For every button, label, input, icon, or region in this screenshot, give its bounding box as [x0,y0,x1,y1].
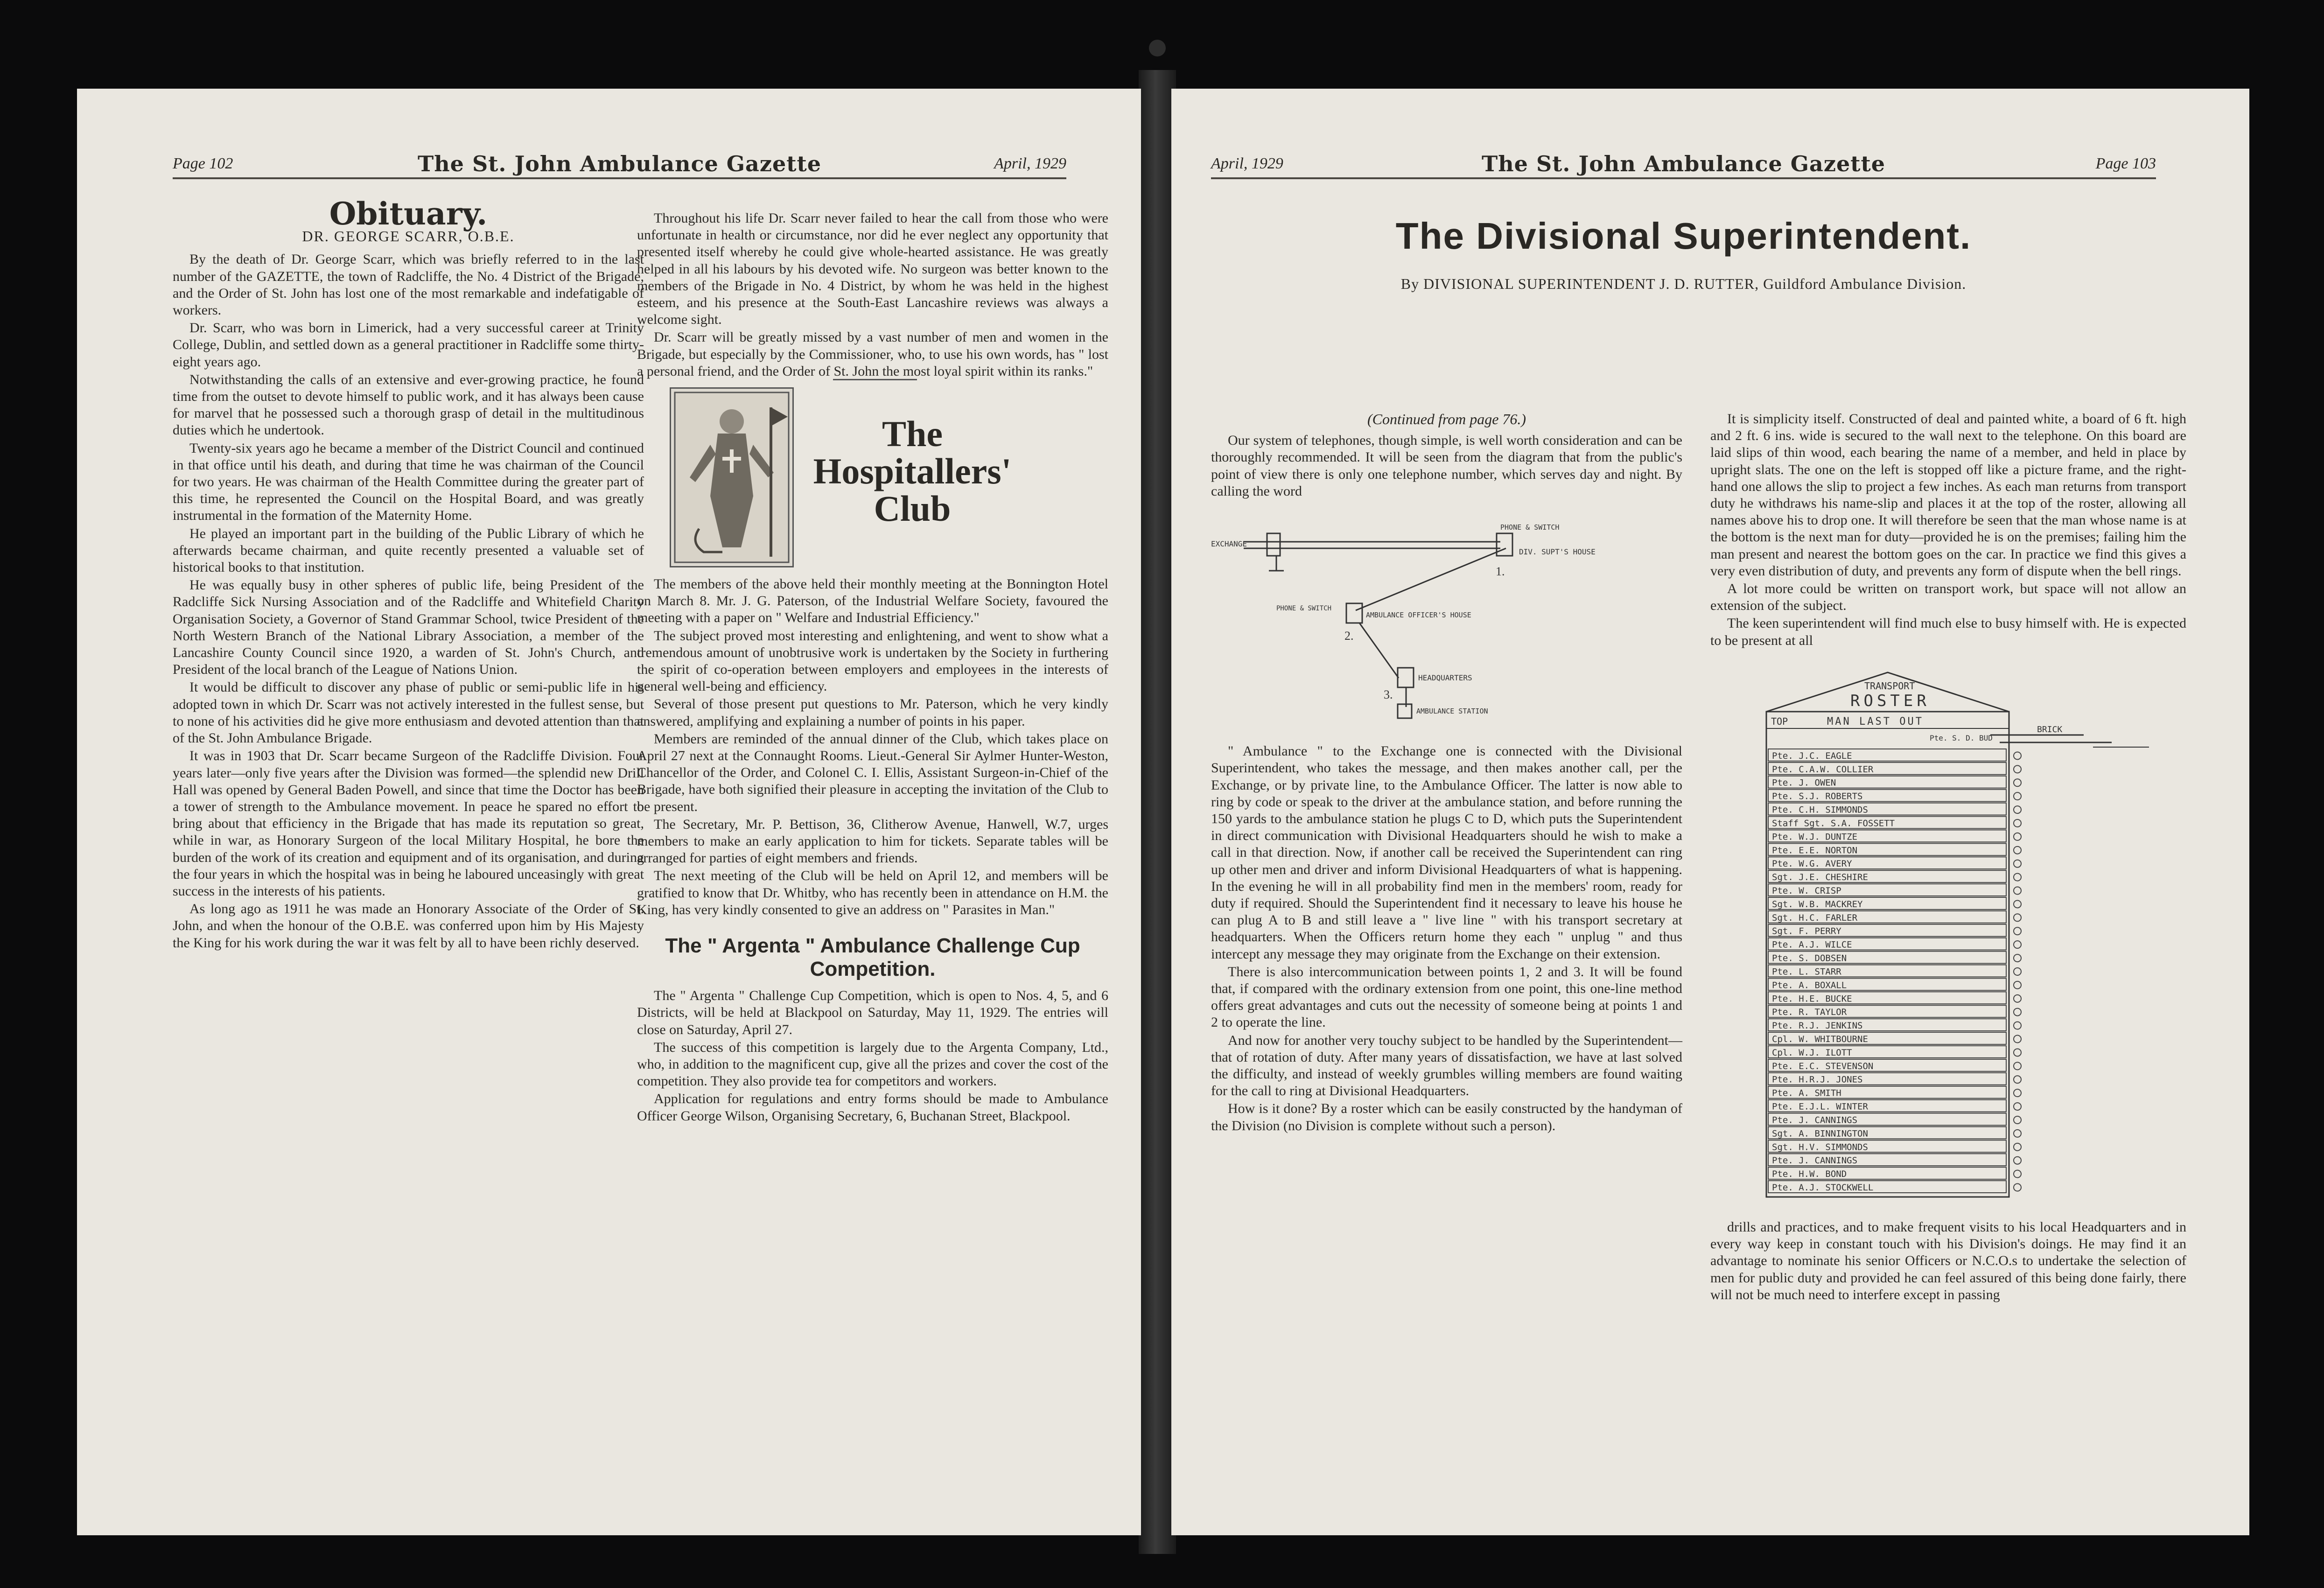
roster-name: Pte. C.H. SIMMONDS [1772,804,1868,815]
roster-peg [2014,1021,2021,1029]
article-intro [1211,432,1682,500]
roster-peg [2014,927,2021,935]
roster-name: Pte. L. STARR [1772,966,1841,977]
right-magazine-title: The St. John Ambulance Gazette [1481,151,1886,176]
roster-peg [2014,954,2021,962]
roster-title: ROSTER [1850,691,1930,710]
roster-name: Sgt. A. BINNINGTON [1772,1128,1868,1139]
binding-hole [1149,40,1166,56]
roster-peg [2014,819,2021,827]
roster-projecting-slip: Pte. S. D. BUD [1930,733,1993,742]
roster-name: Staff Sgt. S.A. FOSSETT [1772,818,1895,829]
diagram-phone-switch-left: PHONE & SWITCH [1276,605,1332,613]
continued-note: (Continued from page 76.) [1367,411,1526,427]
roster-brick-label: BRICK [2037,724,2063,735]
roster-name: Cpl. W. WHITBOURNE [1772,1034,1868,1044]
roster-name: Sgt. H.V. SIMMONDS [1772,1142,1868,1153]
paragraph: Dr. Scarr will be greatly missed by a vast number of men and women in the Brigade, but especially by the Commissioner, who, to use his own words, has " lost a personal friend, and the Order of St. John the most loyal spirit within its ranks." [637,329,1108,379]
article-column-1 [1211,411,1682,1135]
paragraph: Notwithstanding the calls of an extensive and ever-growing practice, he found time from the outset to devote himself to public work, and it has always been cause for marvel that he possessed such a thorough grasp of detail in the multitudinous duties which he undertook. [173,371,644,438]
paragraph: Application for regulations and entry forms should be made to Ambulance Officer George Wilson, Organising Secretary, 6, Buchanan Street, Blackpool. [637,1091,1108,1124]
roster-peg [2014,914,2021,921]
diagram-point-2: 2. [1344,629,1354,643]
roster-peg [2014,900,2021,908]
obituary-heading: Obituary. [329,196,488,232]
roster-name: Pte. A.J. STOCKWELL [1772,1182,1874,1193]
obituary-column [173,196,644,952]
right-page-number: Page 103 [2095,155,2156,172]
left-page [77,89,1141,1535]
paragraph: He was equally busy in other spheres of public life, being President of the Radcliffe Sick Nursing Association and of the Radcliffe and Whitefield Charity Organisation Society, a Governor of Stand Grammar School, twice President of the North Western Branch of the National Library Association, a member of the Lancashire County Council since 1920, a warden of St. John's Church, and President of the local branch of the League of Nations Union. [173,577,644,678]
paragraph: The subject proved most interesting and enlightening, and went to show what a tremendous amount of unobtrusive work is undertaken by the Society in furthering the spirit of co-operation between employers and employees in the interests of general well-being and efficiency. [637,628,1108,694]
left-page-number: Page 102 [173,155,233,172]
roster-peg [2014,792,2021,800]
right-page [1171,89,2249,1535]
roster-name: Sgt. H.C. FARLER [1772,912,1858,923]
roster-peg [2014,981,2021,989]
diagram-div-supt-label: DIV. SUPT'S HOUSE [1519,547,1596,557]
roster-peg [2014,887,2021,894]
roster-peg [2014,995,2021,1002]
roster-peg [2014,1116,2021,1124]
paragraph: It was in 1903 that Dr. Scarr became Surgeon of the Radcliffe Division. Four years later—only five years after the Division was formed—the splendid new Drill Hall was opened by General Baden Powell, and since that time the Doctor has been a tower of strength to the Ambulance movement. In peace he spared no effort to bring about that efficiency in the Brigade that has made its reputation so great, while in war, as Honorary Surgeon of the local Military Hospital, he bore the burden of the work of its creation and equipment and of its organisation, and during the four years in which the hospital was in being he laboured unceasingly with great success in the interests of his patients. [173,748,644,899]
roster-peg [2014,1049,2021,1056]
roster-peg [2014,1089,2021,1097]
paragraph: The next meeting of the Club will be held on April 12, and members will be gratified to know that Dr. Whitby, who has recently been in attendance on H.M. the King, has very kindly consented to give an address on " Parasites in Man." [637,868,1108,917]
roster-peg [2014,1008,2021,1016]
book-gutter [1139,70,1176,1554]
paragraph: drills and practices, and to make frequent visits to his local Headquarters and in every way keep in constant touch with his Division's doings. He may find it an advantage to nominate his senior Officers or N.C.O.s to undertake the selection of men for public duty and provided he can feel assured of this being done fairly, there will not be much need to interfere except in passing [1710,1219,2186,1302]
left-running-header [173,149,1066,179]
roster-name: Pte. E.E. NORTON [1772,845,1858,856]
paragraph: The keen superintendent will find much else to busy himself with. He is expected to be present at all [1710,616,2186,648]
roster-name: Cpl. W.J. ILOTT [1772,1047,1852,1058]
roster-peg [2014,1170,2021,1177]
article-body-1 [1211,743,1682,1134]
paragraph: Twenty-six years ago he became a member of the District Council and continued in that office until his death, and during that time he was chairman of the Council for two years. He was chairman of the Health Committee during the greater part of this time, he represented the Council on the Hospital Board, and was greatly instrumental in the formation of the Maternity Home. [173,440,644,524]
roster-name: Pte. H.E. BUCKE [1772,993,1852,1004]
article-body-3 [1710,1219,2186,1303]
diagram-point-1: 1. [1496,565,1505,579]
roster-peg [2014,1103,2021,1110]
diagram-station-label: AMBULANCE STATION [1416,707,1488,716]
article-column-2 [1710,411,2186,1304]
diagram-phone-switch-top: PHONE & SWITCH [1500,523,1560,532]
roster-peg [2014,752,2021,759]
roster-peg [2014,765,2021,773]
roster-name: Pte. A. BOXALL [1772,980,1847,991]
roster-peg [2014,1143,2021,1151]
roster-name: Pte. J.C. EAGLE [1772,750,1852,761]
obituary-subheading: DR. GEORGE SCARR, O.B.E. [302,228,515,245]
diagram-point-3: 3. [1384,688,1393,702]
paragraph: It would be difficult to discover any phase of public or semi-public life in his adopted town in which Dr. Scarr was not actively interested in the fullest sense, but to none of his activities did he give more enthusiasm and devoted attention than that of the St. John Ambulance Brigade. [173,679,644,746]
article-body-2 [1710,411,2186,649]
paragraph: He played an important part in the building of the Public Library of which he afterwards became chairman, and quite recently presented a valuable set of historical books to that institution. [173,525,644,575]
roster-name: Pte. J. OWEN [1772,777,1836,788]
left-issue-date: April, 1929 [994,155,1066,172]
roster-name: Pte. A.J. WILCE [1772,939,1852,950]
roster-name: Pte. S.J. ROBERTS [1772,791,1863,802]
roster-peg [2014,806,2021,813]
left-magazine-title: The St. John Ambulance Gazette [417,151,822,176]
paragraph: And now for another very touchy subject to be handled by the Superintendent—that of rotation of duty. After many years of dissatisfaction, we have at last solved the difficulty, and instead of weekly grumbles willing members are found waiting for the call to ring at Divisional Headquarters. [1211,1032,1682,1099]
roster-peg [2014,860,2021,867]
roster-name: Pte. W. CRISP [1772,885,1841,896]
obituary-body [173,251,644,951]
roster-name: Sgt. F. PERRY [1772,926,1841,937]
roster-name: Pte. H.W. BOND [1772,1168,1847,1179]
paragraph: By the death of Dr. George Scarr, which was briefly referred to in the last number of the GAZETTE, the town of Radcliffe, the No. 4 District of the Brigade, and the Order of St. John has lost one of the most remarkable and indefatigable of workers. [173,252,644,318]
left-second-column [637,210,1108,1126]
roster-man-last-out: MAN LAST OUT [1827,715,1924,728]
roster-name: Pte. W.J. DUNTZE [1772,832,1858,842]
paragraph: The Secretary, Mr. P. Bettison, 36, Clitherow Avenue, Hanwell, W.7, urges members to make an early application to him for tickets. Separate tables will be arranged for parties of eight members and friends. [637,816,1108,866]
roster-name: Pte. J. CANNINGS [1772,1115,1858,1126]
diagram-officer-label: AMBULANCE OFFICER'S HOUSE [1366,611,1471,620]
paragraph: Several of those present put questions to Mr. Paterson, which he very kindly answered, amplifying and explaining a number of points in his paper. [637,696,1108,729]
paragraph: Members are reminded of the annual dinner of the Club, which takes place on April 27 next at the Connaught Rooms. Lieut.-General Sir Aylmer Hunter-Weston, Chancellor of the Order, and Colonel C. I. Ellis, Assistant Surgeon-in-Chief of the Brigade, have both signified their pleasure in accepting the invitation of the Club to be present. [637,731,1108,814]
paragraph: How is it done? By a roster which can be easily constructed by the handyman of the Division (no Division is complete without such a person). [1211,1101,1682,1133]
paragraph: " Ambulance " to the Exchange one is connected with the Divisional Superintendent, who takes the message, and then makes another call, per the Exchange, or by private line, to the Ambulance Officer. The latter is now able to ring by code or speak to the driver at the ambulance station, and before running the 150 yards to the ambulance station he plugs C to D, which puts the Superintendent in direct communication with Divisional Headquarters should he wish to make a call in that direction. Now, if another call be received the Superintendent can ring up other men and driver and inform Divisional Headquarters of what is happening. In the evening he will in all probability find men in the members' room, ready for duty if required. Should the Superintendent find it necessary to leave his house he can plug A to B and still leave a " live line " with his transport secretary at headquarters. When the Officers return home they each " unplug " and thus intercept any message they may originate from the Exchange on their extension. [1211,743,1682,962]
article-title: The Divisional Superintendent. [1395,215,1972,257]
roster-slips [1768,749,2021,1193]
roster-name: Pte. A. SMITH [1772,1088,1841,1098]
paragraph: Throughout his life Dr. Scarr never failed to hear the call from those who were unfortunate in health or circumstance, nor did he ever neglect any opportunity that presented itself whereby he could give whole-hearted assistance. He was greatly helped in all his labours by his devoted wife. No surgeon was better known to the members of the Brigade in No. 4 District, by whom he was held in the highest esteem, and his presence at the South-East Lancashire reviews was always a welcome sight. [637,210,1108,328]
paragraph: There is also intercommunication between points 1, 2 and 3. It will be found that, if compared with the ordinary extension from one point, this one-line method offers great advantages and cuts out the necessity of someone being at points 1 and 2 to operate the line. [1211,964,1682,1030]
roster-name: Pte. H.R.J. JONES [1772,1074,1863,1085]
hospitallers-club-title: The Hospitallers' Club [813,413,1012,529]
right-issue-date: April, 1929 [1211,155,1283,172]
article-byline: By DIVISIONAL SUPERINTENDENT J. D. RUTTER, Guildford Ambulance Division. [1400,275,1967,292]
obituary-continued [637,210,1108,380]
paragraph: As long ago as 1911 he was made an Honorary Associate of the Order of St. John, and when the honour of the O.B.E. was conferred upon him by His Majesty the King for his work during the war it was felt by all to have been richly deserved. [173,901,644,951]
paragraph: Our system of telephones, though simple, is well worth consideration and can be thoroughly recommended. It will be seen from the diagram that from the public's point of view there is only one telephone number, which serves day and night. By calling the word [1211,433,1682,499]
roster-top-label: TOP [1771,715,1788,727]
roster-peg [2014,873,2021,881]
roster-name: Sgt. J.E. CHESHIRE [1772,872,1868,882]
roster-name: Sgt. W.B. MACKREY [1772,899,1863,909]
roster-transport-label: TRANSPORT [1864,680,1915,692]
roster-name: Pte. C.A.W. COLLIER [1772,764,1874,775]
roster-peg [2014,1183,2021,1191]
roster-peg [2014,941,2021,948]
paragraph: The success of this competition is largely due to the Argenta Company, Ltd., who, in addition to the magnificent cup, give all the prizes and cover the cost of the competition. They also provide tea for competitors and workers. [637,1039,1108,1089]
hospitallers-club-body [637,576,1108,918]
argenta-cup-body [637,987,1108,1125]
telephone-diagram [1211,519,1682,720]
roster-peg [2014,779,2021,786]
section-rule [833,379,917,380]
paragraph: Dr. Scarr, who was born in Limerick, had a very successful career at Trinity College, Dublin, and settled down as a general practitioner in Radcliffe some thirty-eight years ago. [173,320,644,370]
paragraph: The members of the above held their monthly meeting at the Bonnington Hotel on March 8. Mr. J. G. Paterson, of the Industrial Welfare Society, favoured the meeting with a paper on " Welfare and Industrial Efficiency." [637,576,1108,626]
paragraph: The " Argenta " Challenge Cup Competition, which is open to Nos. 4, 5, and 6 Districts, will be held at Blackpool on Saturday, May 11, 1929. The entries will close on Saturday, April 27. [637,988,1108,1037]
right-running-header [1211,149,2156,179]
knight-illustration [670,387,794,567]
roster-peg [2014,1076,2021,1083]
paragraph: It is simplicity itself. Constructed of deal and painted white, a board of 6 ft. high and 2 ft. 6 ins. wide is secured to the wall next to the telephone. On this board are laid slips of thin wood, each bearing the name of a member, and held in place by upright slats. The one on the left is stopped off like a picture frame, and the right-hand one allows the slip to project a few inches. As each man returns from transport duty he withdraws his name-slip and places it at the top of the roster, allowing all names above his to drop one. It will therefore be seen that the man whose name is at the bottom is the next man for duty—provided he is on the premises; failing him the man present and nearest the bottom goes on the car. In practice we find this gives a very even distribution of duty, and prevents any form of dispute when the bell rings. [1710,411,2186,579]
paragraph: A lot more could be written on transport work, but space will not allow an extension of the subject. [1710,581,2186,614]
roster-name: Pte. E.C. STEVENSON [1772,1061,1874,1071]
roster-peg [2014,1130,2021,1137]
roster-name: Pte. S. DOBSEN [1772,953,1847,964]
roster-name: Pte. R.J. JENKINS [1772,1020,1863,1031]
roster-name: Pte. E.J.L. WINTER [1772,1101,1868,1112]
roster-peg [2014,968,2021,975]
hospitallers-club-banner [637,383,1108,569]
diagram-exchange-label: EXCHANGE [1211,539,1247,549]
diagram-hq-label: HEADQUARTERS [1418,673,1472,683]
roster-name: Pte. J. CANNINGS [1772,1155,1858,1166]
roster-peg [2014,1062,2021,1070]
roster-name: Pte. R. TAYLOR [1772,1007,1847,1018]
transport-roster-drawing [1710,669,2186,1201]
roster-peg [2014,833,2021,840]
roster-peg [2014,1035,2021,1042]
roster-peg [2014,846,2021,854]
argenta-cup-heading: The " Argenta " Ambulance Challenge Cup Competition. [665,934,1080,981]
roster-name: Pte. W.G. AVERY [1772,859,1852,869]
roster-peg [2014,1157,2021,1164]
